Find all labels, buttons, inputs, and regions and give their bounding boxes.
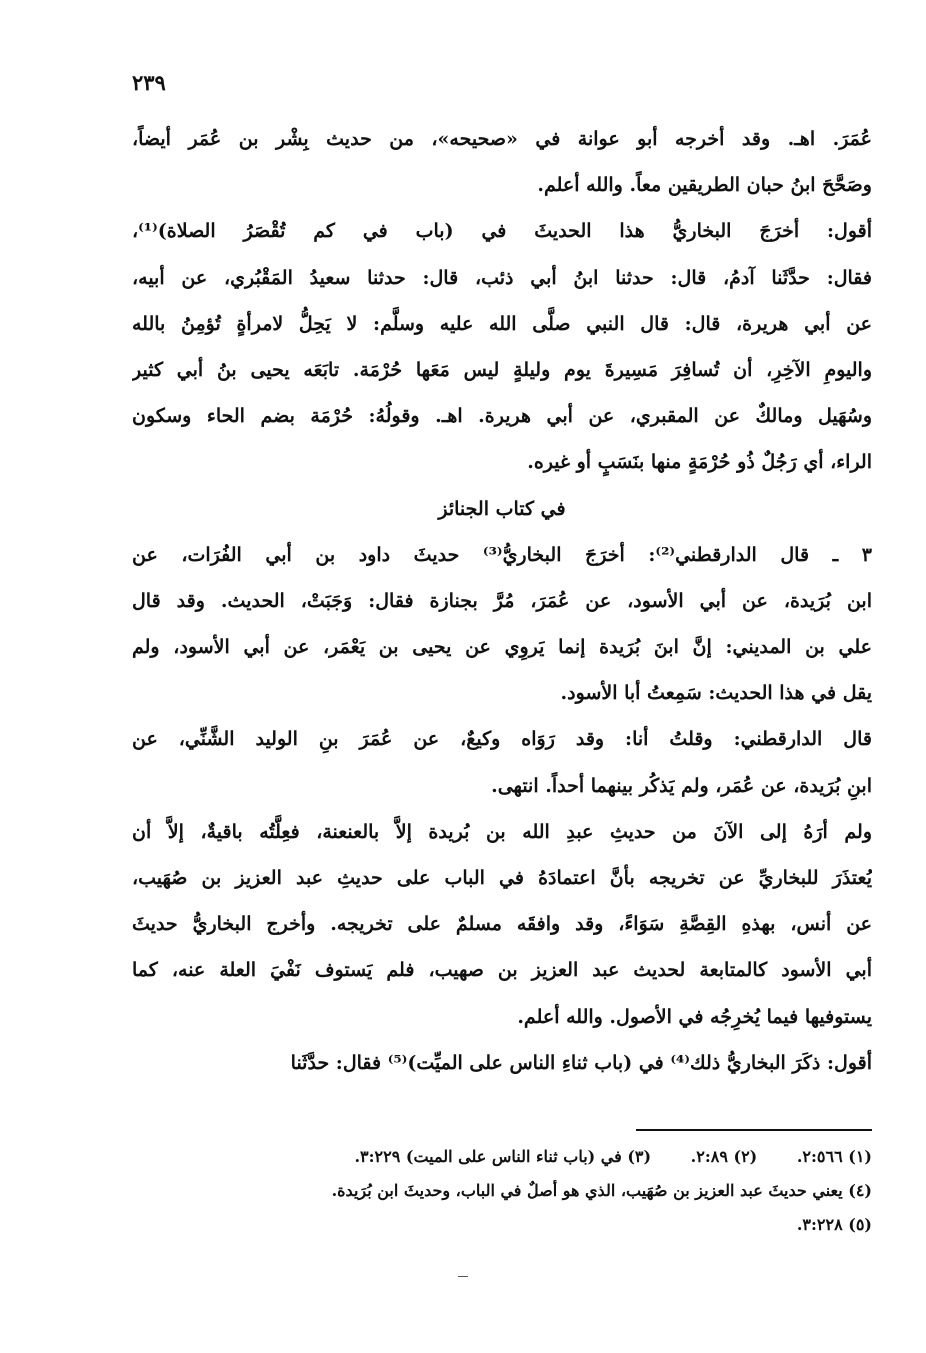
- text-line: قال الدارقطني: وقلتُ أنا: وقد رَوَاه وكيعٌ، عن عُمَرَ بنِ الوليد الشَّنِّي، عن: [132, 728, 872, 751]
- text-line: ٣ ـ قال الدارقطني⁽²⁾: أخرَجَ البخاريُّ⁽³⁾ حديثَ داود بن أبي الفُرَات، عن: [132, 543, 872, 566]
- text-line: الراء، أي رَجُلٌ ذُو حُرْمَةٍ منها بنَسَبٍ أو غيره.: [527, 451, 872, 474]
- text-line: وسُهَيل ومالكٌ عن المقبري، عن أبي هريرة. اهـ. وقولُهُ: حُرْمَة بضم الحاء وسكون: [132, 405, 872, 428]
- footnote-2: (٢) ٢:٨٩.: [690, 1147, 758, 1166]
- footnote-line: [132, 1140, 872, 1174]
- section-heading: في كتاب الجنائز: [438, 497, 566, 520]
- text-line: فقال: حدَّثَنا آدمُ، قال: حدثنا ابنُ أبي ذئب، قال: حدثنا سعيدُ المَقْبُري، عن أبيه،: [132, 266, 872, 289]
- text-line: ابنِ بُرَيدة، عن عُمَر، ولم يَذكُر بينهما أحداً. انتهى.: [491, 774, 872, 797]
- text-line: ولم أرَهُ إلى الآنَ من حديثِ عبدِ الله بن بُريدة إلاَّ بالعنعنة، فعِلَّتُه باقيةٌ، إلاَّ أن: [132, 820, 872, 843]
- text-line: عن أبي هريرة، قال: قال النبي صلَّى الله عليه وسلَّم: لا يَحِلُّ لامرأةٍ تُؤمِنُ بالله: [132, 312, 872, 335]
- text-line: أقول: ذكَرَ البخاريُّ ذلك⁽⁴⁾ في (باب ثناءِ الناس على الميِّت)⁽⁵⁾ فقال: حدَّثَنا: [290, 1051, 872, 1074]
- text-line: واليومِ الآخِرِ، أن تُسافِرَ مَسِيرةَ يوم وليلةٍ ليس مَعَها حُرْمَة. تابَعَه يحيى بنُ أبي كثير: [132, 358, 872, 381]
- footnotes: [132, 1140, 872, 1242]
- footnote-1: (١) ٢:٥٦٦.: [796, 1147, 872, 1166]
- text-line: عُمَرَ. اهـ. وقد أخرجه أبو عوانة في «صحيحه»، من حديث بِشْر بن عُمَر أيضاً،: [132, 128, 872, 150]
- page-number: ٢٣٩: [132, 70, 166, 95]
- text-line: وصَحَّحَ ابنُ حبان الطريقين معاً. والله أعلم.: [537, 174, 872, 197]
- footnote-5: (٥) ٣:٢٢٨.: [796, 1215, 872, 1234]
- text-line: عن أنس، بهذهِ القِصَّةِ سَوَاءً، وقد وافقَه مسلمٌ على تخريجه. وأخرج البخاريُّ حديثَ: [132, 913, 872, 936]
- footnote-3: (٣) في (باب ثناء الناس على الميت) ٣:٢٢٩.: [354, 1147, 652, 1166]
- text-line: يُعتذَرَ للبخاريِّ عن تخريجه بأنَّ اعتمادَهُ في الباب على حديثِ عبد العزيز بن صُهَيب،: [132, 867, 872, 889]
- text-line: علي بن المديني: إنَّ ابنَ بُرَيدة إنما يَروِي عن يحيى بن يَعْمَر، عن أبي الأسود، ولم: [132, 636, 872, 659]
- text-line: أبي الأسود كالمتابعة لحديث عبد العزيز بن صهيب، فلم يَستوف نَفْيَ العلة عنه، كما: [132, 959, 872, 982]
- text-line: يستوفيها فيما يُخرِجُه في الأصول. والله أعلم.: [517, 1005, 872, 1028]
- text-line: أقول: أخرَجَ البخاريُّ هذا الحديثَ في (باب في كم تُقْصَرُ الصلاة)⁽¹⁾،: [132, 220, 872, 243]
- text-line: ابن بُرَيدة، عن أبي الأسود، عن عُمَرَ، مُرَّ بجنازة فقال: وَجَبَتْ، الحديث. وقد قال: [132, 589, 872, 612]
- text-line: يقل في هذا الحديث: سَمِعتُ أبا الأسود.: [560, 682, 872, 705]
- scan-mark: [458, 1276, 468, 1277]
- footnote-4: (٤) يعني حديثَ عبد العزيز بن صُهَيب، الذي هو أصلٌ في الباب، وحديثَ ابن بُرَيدة.: [331, 1181, 872, 1200]
- main-text: [132, 116, 872, 1086]
- footnote-divider: [636, 1129, 872, 1131]
